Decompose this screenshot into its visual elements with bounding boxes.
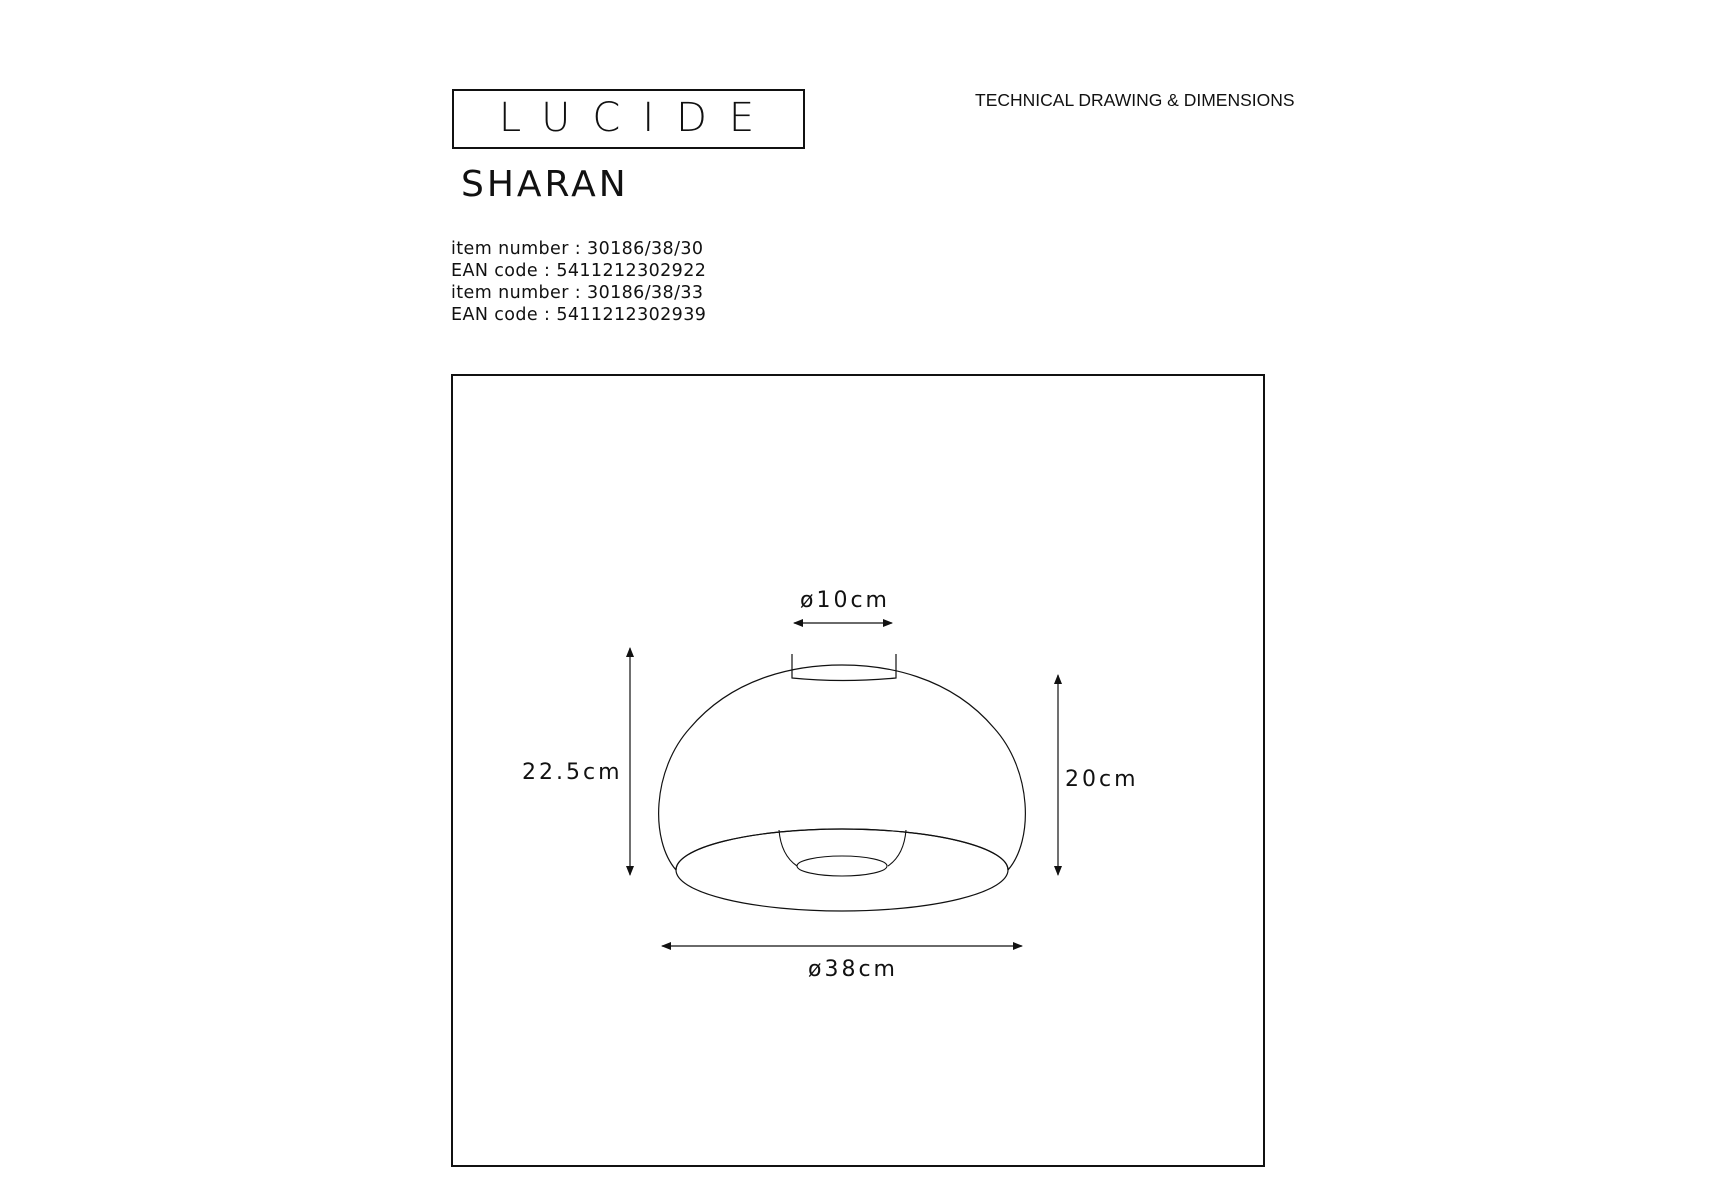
spec-value: 30186/38/33 [587, 283, 704, 303]
model-name: SHARAN [461, 164, 629, 205]
spec-row: item number : 30186/38/30 [451, 239, 704, 259]
socket-opening [797, 856, 887, 876]
shade-diameter-label: ø38cm [808, 957, 898, 982]
spec-value: 30186/38/30 [587, 239, 704, 259]
inner-socket [779, 830, 906, 866]
spec-row: item number : 30186/38/33 [451, 283, 704, 303]
shade-height-label: 20cm [1065, 767, 1139, 792]
spec-label: EAN code [451, 261, 539, 281]
spec-label: item number [451, 283, 569, 303]
shade-dome [659, 665, 1026, 870]
base-diameter-label: ø10cm [800, 588, 890, 613]
logo-text: LUCIDE [498, 95, 777, 141]
total-height-label: 22.5cm [522, 760, 623, 785]
document-title: TECHNICAL DRAWING & DIMENSIONS [975, 90, 1295, 110]
spec-row: EAN code : 5411212302922 [451, 261, 707, 281]
spec-value: 5411212302939 [556, 305, 707, 325]
spec-value: 5411212302922 [556, 261, 707, 281]
spec-label: item number [451, 239, 569, 259]
spec-label: EAN code [451, 305, 539, 325]
spec-row: EAN code : 5411212302939 [451, 305, 707, 325]
